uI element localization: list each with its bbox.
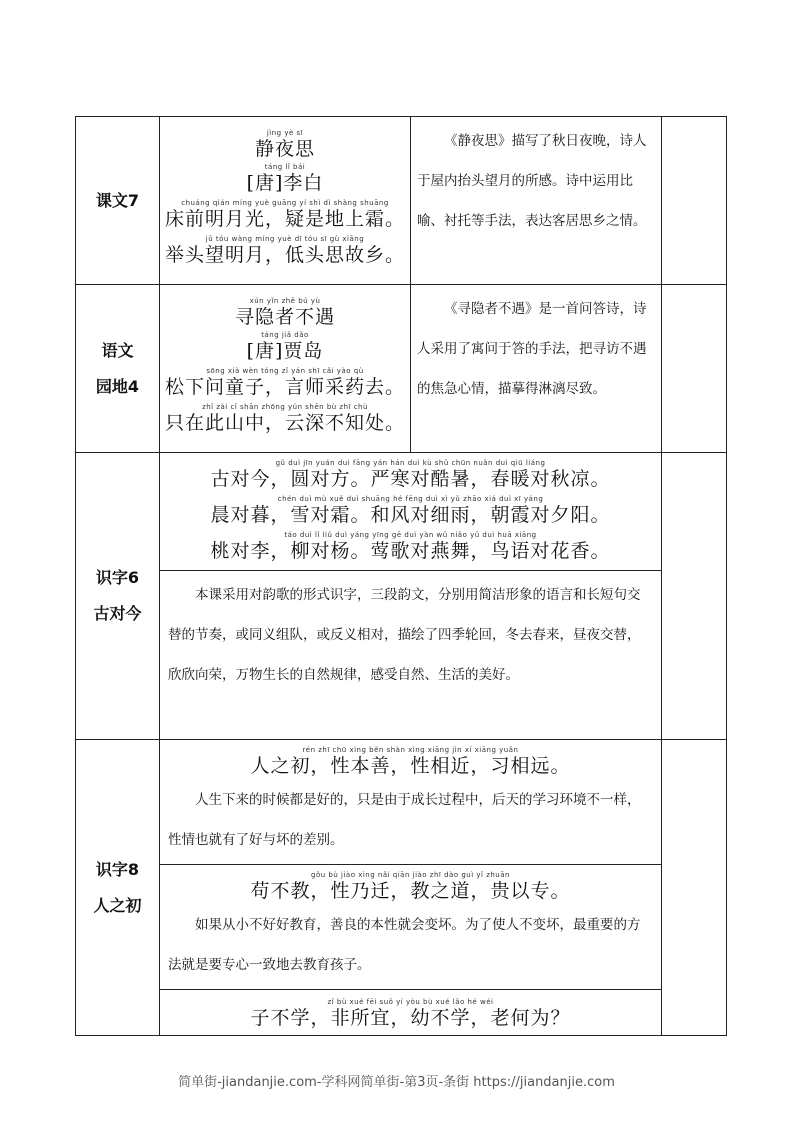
hanzi: [唐]李白	[246, 172, 324, 194]
verse-explanation: 如果从小不好好教育，善良的本性就会变坏。为了使人不变坏，最重要的方法就是要专心一致地去教育孩子。	[168, 917, 641, 973]
poem-title	[160, 297, 410, 329]
pinyin: rén zhī chū xìng běn shàn xìng xiāng jìn xí xiāng yuǎn	[302, 746, 519, 754]
row-label-line: 课文7	[95, 190, 140, 210]
hanzi: 举头望明月，低头思故乡。	[164, 244, 405, 266]
poem-line	[160, 199, 410, 231]
hanzi: 寻隐者不遇	[234, 306, 335, 328]
table-row	[76, 740, 726, 1035]
pinyin: jǔ tóu wàng míng yuè dī tóu sī gù xiāng	[205, 235, 365, 243]
pinyin: gǔ duì jīn yuán duì fāng yán hán duì kù shǔ chūn nuǎn duì qiū liáng	[275, 459, 546, 467]
content-cell	[160, 453, 662, 739]
pinyin: táng jiǎ dǎo	[261, 331, 309, 339]
poem-cell	[160, 117, 411, 284]
hanzi: [唐]贾岛	[246, 340, 324, 362]
row-label-line: 古对今	[93, 604, 142, 623]
table-row	[76, 117, 726, 285]
row-label	[76, 285, 160, 452]
explanation-text: 本课采用对韵歌的形式识字，三段韵文，分别用简洁形象的语言和长短句交替的节奏，或同义组队，或反义相对，描绘了四季轮回，冬去春来，昼夜交替，欣欣向荣，万物生长的自然规律，感受自然、生活的美好。	[168, 587, 641, 683]
pinyin: chuáng qián míng yuè guāng yí shì dì shàng shuāng	[181, 199, 389, 207]
pinyin: táng lǐ bái	[264, 163, 306, 171]
poem-title	[160, 129, 410, 161]
poem-author	[160, 163, 410, 195]
pinyin: sōng xià wèn tóng zǐ yán shī cǎi yào qù	[206, 367, 364, 375]
poem-description: 《寻隐者不遇》是一首问答诗，诗人采用了寓问于答的手法，把寻访不遇的焦急心情，描摹得淋漓尽致。	[411, 285, 662, 452]
table-row	[76, 453, 726, 740]
row-label	[76, 740, 160, 1035]
poem-author	[160, 331, 410, 363]
pinyin: gǒu bù jiào xìng nǎi qiān jiào zhī dào guì yǐ zhuān	[311, 871, 510, 879]
pinyin: zhǐ zài cǐ shān zhōng yún shēn bù zhī chù	[202, 403, 368, 411]
poem-description: 《静夜思》描写了秋日夜晚，诗人于屋内抬头望月的所感。诗中运用比喻、衬托等手法，表达客居思乡之情。	[411, 117, 662, 284]
poem-line	[160, 235, 410, 267]
hanzi: 只在此山中，云深不知处。	[164, 412, 405, 434]
pinyin: jìng yè sī	[266, 129, 304, 137]
pinyin: zǐ bù xué fēi suǒ yí yòu bù xué lǎo hé wéi	[327, 998, 494, 1006]
page-footer: 简单街-jiandanjie.com-学科网简单街-第3页-条街 https://jiandanjie.com	[178, 1075, 615, 1090]
verse-line	[160, 998, 661, 1030]
hanzi: 桃对李，柳对杨。莺歌对燕舞，鸟语对花香。	[210, 540, 611, 562]
content-cell	[160, 740, 662, 1035]
poem-line	[160, 403, 410, 435]
verse-section	[160, 990, 661, 1035]
row-label-line: 识字6	[95, 568, 140, 587]
verse-section	[160, 740, 661, 865]
verse-line	[160, 746, 661, 778]
hanzi: 床前明月光，疑是地上霜。	[164, 208, 405, 230]
pinyin: táo duì lǐ liǔ duì yáng yīng gē duì yàn wǔ niǎo yǔ duì huā xiāng	[284, 531, 537, 539]
row-label-line: 园地4	[95, 376, 140, 396]
rhyme-line	[160, 459, 661, 491]
rhyme-line	[160, 531, 661, 563]
hanzi: 人之初，性本善，性相近，习相远。	[250, 755, 571, 777]
hanzi: 苟不教，性乃迁，教之道，贵以专。	[250, 880, 571, 902]
table-row	[76, 285, 726, 453]
hanzi: 晨对暮，雪对霜。和风对细雨，朝霞对夕阳。	[210, 504, 611, 526]
explanation-section	[160, 571, 661, 739]
row-label-line: 人之初	[93, 895, 142, 915]
poem-cell	[160, 285, 411, 452]
hanzi: 静夜思	[254, 138, 315, 160]
hanzi: 古对今，圆对方。严寒对酷暑，春暖对秋凉。	[210, 468, 611, 490]
row-label	[76, 117, 160, 284]
rhyme-section	[160, 453, 661, 571]
hanzi: 松下问童子，言师采药去。	[164, 376, 405, 398]
hanzi: 子不学，非所宜，幼不学，老何为？	[250, 1007, 571, 1029]
pinyin: xún yǐn zhě bú yù	[249, 297, 321, 305]
lesson-table	[75, 116, 727, 1036]
verse-section	[160, 865, 661, 990]
verse-line	[160, 871, 661, 903]
verse-explanation: 人生下来的时候都是好的，只是由于成长过程中，后天的学习环境不一样，性情也就有了好与坏的差别。	[168, 792, 641, 848]
poem-line	[160, 367, 410, 399]
pinyin: chén duì mù xuě duì shuāng hé fēng duì xì yǔ zhāo xiá duì xī yáng	[277, 495, 544, 503]
row-label	[76, 453, 160, 739]
row-label-line: 识字8	[95, 859, 140, 879]
row-label-line: 语文	[101, 340, 134, 360]
rhyme-line	[160, 495, 661, 527]
